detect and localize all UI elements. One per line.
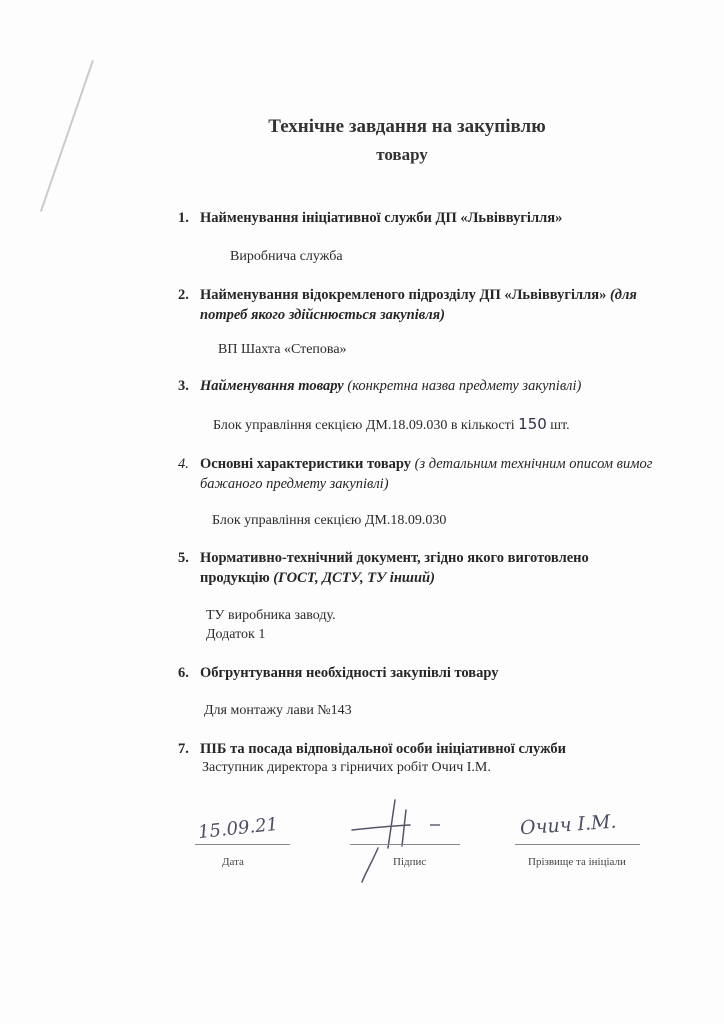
section-hint: (ГОСТ, ДСТУ, ТУ інший) — [273, 570, 435, 586]
date-handwritten: 15.09.21 — [197, 813, 280, 844]
document-title: Технічне завдання на закупівлю — [268, 116, 546, 137]
section-number: 4. — [178, 456, 189, 472]
section-hint: (конкретна назва предмету закупівлі) — [347, 378, 582, 394]
name-line — [515, 844, 640, 845]
section-7-value: Заступник директора з гірничих робіт Очич І.М. — [202, 760, 491, 775]
section-heading: Основні характеристики товару — [200, 456, 412, 472]
section-number: 5. — [178, 550, 189, 566]
section-5 — [178, 548, 658, 588]
section-3 — [178, 376, 658, 396]
section-number: 2. — [178, 287, 189, 303]
section-1 — [178, 208, 658, 228]
section-heading: Найменування товару — [200, 378, 344, 394]
document-subtitle: товару — [376, 145, 428, 164]
name-label: Прізвище та ініціали — [528, 856, 626, 868]
section-4-value: Блок управління секцією ДМ.18.09.030 — [212, 513, 447, 528]
section-hint: (з детальним технічним описом вимог бажаного предмету закупівлі) — [200, 456, 653, 492]
section-number: 1. — [178, 210, 189, 226]
section-number: 3. — [178, 378, 189, 394]
section-5-value-line1: ТУ виробника заводу. — [206, 608, 336, 623]
signature-label: Підпис — [393, 856, 427, 868]
section-heading: Найменування ініціативної служби ДП «Львіввугілля» — [200, 210, 563, 226]
section-heading: Обгрунтування необхідності закупівлі товару — [200, 665, 499, 681]
section-1-value: Виробнича служба — [230, 249, 343, 264]
section-5-value-line2: Додаток 1 — [206, 627, 266, 642]
section-heading: Нормативно-технічний документ, згідно якого виготовлено продукцію — [200, 550, 589, 586]
section-2 — [178, 285, 658, 325]
section-heading: Найменування відокремленого підрозділу ДП «Львіввугілля» — [200, 287, 607, 303]
section-number: 6. — [178, 665, 189, 681]
signature-line — [350, 844, 460, 845]
section-3-value — [213, 414, 570, 436]
section-6-value: Для монтажу лави №143 — [204, 703, 352, 718]
quantity-handwritten: 150 — [518, 415, 547, 433]
signature-block — [0, 790, 724, 910]
date-label: Дата — [222, 856, 244, 868]
section-2-value: ВП Шахта «Степова» — [218, 342, 347, 357]
section-4 — [178, 454, 658, 494]
name-handwritten: Очич І.М. — [519, 810, 618, 840]
section-hint: (для потреб якого здійснюється закупівля) — [200, 287, 637, 323]
quantity-unit: шт. — [550, 418, 570, 433]
section-heading: ПІБ та посада відповідальної особи ініціативної служби — [200, 741, 567, 757]
section-number: 7. — [178, 741, 189, 757]
section-7 — [178, 739, 658, 759]
quantity-prefix: Блок управління секцією ДМ.18.09.030 в кількості — [213, 418, 515, 433]
section-6 — [178, 663, 658, 683]
signature-mark — [0, 790, 724, 910]
